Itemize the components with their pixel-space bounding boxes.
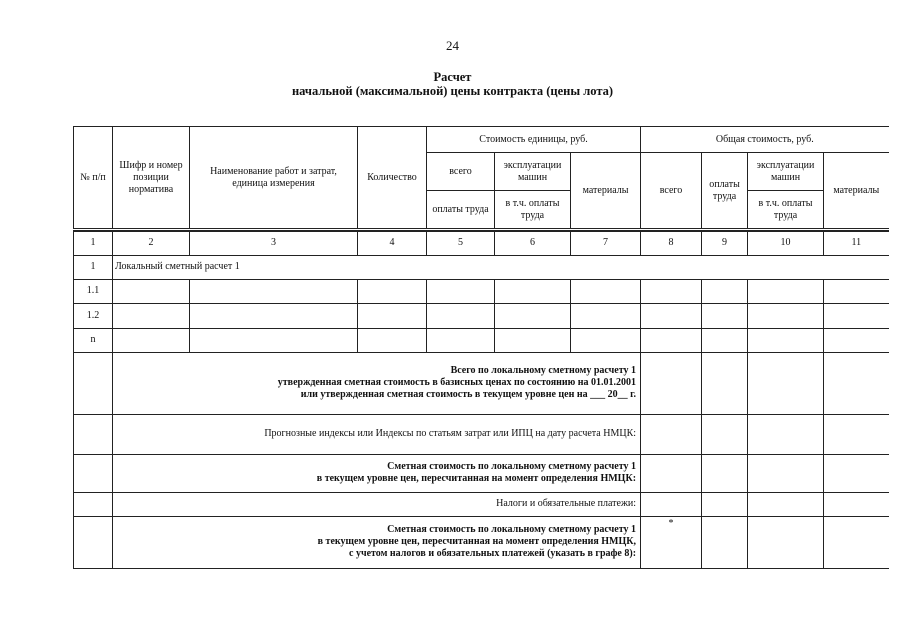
document-title bbox=[0, 70, 905, 98]
section-number: 1 bbox=[74, 255, 113, 279]
summary-total-text bbox=[113, 352, 641, 414]
summary-indexes-text: Прогнозные индексы или Индексы по статьям затрат или ИПЦ на дату расчета НМЦК: bbox=[113, 414, 641, 454]
table-row bbox=[74, 328, 889, 352]
header-unit-cost: Стоимость единицы, руб. bbox=[427, 127, 641, 153]
price-calculation-table bbox=[73, 126, 889, 569]
column-numbers-row bbox=[74, 231, 889, 255]
header-num: № п/п bbox=[74, 127, 113, 229]
col-number: 11 bbox=[824, 231, 889, 255]
col-number: 3 bbox=[190, 231, 358, 255]
header-unit-materials: материалы bbox=[571, 153, 641, 229]
summary-final-line-3: с учетом налогов и обязательных платежей (указать в графе 8): bbox=[349, 548, 637, 559]
section-title: Локальный сметный расчет 1 bbox=[113, 255, 889, 279]
header-unit-machines: эксплуатации машин bbox=[495, 153, 571, 191]
summary-total-line-3: или утвержденная сметная стоимость в текущем уровне цен на ___ 20__ г. bbox=[300, 389, 637, 400]
final-price-asterisk: * bbox=[641, 516, 702, 568]
summary-total-line-2: утвержденная сметная стоимость в базисных ценах по состоянию на 01.01.2001 bbox=[277, 377, 637, 388]
table-row bbox=[74, 279, 889, 303]
header-total-cost: Общая стоимость, руб. bbox=[641, 127, 889, 153]
summary-final-line-1: Сметная стоимость по локальному сметному расчету 1 bbox=[387, 524, 637, 535]
col-number: 6 bbox=[495, 231, 571, 255]
row-number: 1.2 bbox=[74, 303, 113, 328]
section-row bbox=[74, 255, 889, 279]
summary-current-text bbox=[113, 454, 641, 492]
summary-total-row bbox=[74, 352, 889, 414]
summary-total-line-1: Всего по локальному сметному расчету 1 bbox=[450, 365, 637, 376]
title-line-2: начальной (максимальной) цены контракта (цены лота) bbox=[291, 84, 614, 98]
header-unit-incl-labor: в т.ч. оплаты труда bbox=[495, 191, 571, 229]
summary-final-line-2: в текущем уровне цен, пересчитанная на момент определения НМЦК, bbox=[317, 536, 637, 547]
col-number: 4 bbox=[358, 231, 427, 255]
table-row bbox=[74, 303, 889, 328]
header-name: Наименование работ и затрат, единица измерения bbox=[190, 127, 358, 229]
col-number: 8 bbox=[641, 231, 702, 255]
header-total-incl-labor: в т.ч. оплаты труда bbox=[748, 191, 824, 229]
summary-current-line-2: в текущем уровне цен, пересчитанная на момент определения НМЦК: bbox=[316, 473, 637, 484]
header-unit-labor: оплаты труда bbox=[427, 191, 495, 229]
summary-taxes-text: Налоги и обязательные платежи: bbox=[113, 492, 641, 516]
summary-current-line-1: Сметная стоимость по локальному сметному расчету 1 bbox=[387, 461, 637, 472]
header-total-labor: оплаты труда bbox=[702, 153, 748, 229]
col-number: 1 bbox=[74, 231, 113, 255]
title-line-1: Расчет bbox=[433, 70, 472, 84]
header-total-machines: эксплуатации машин bbox=[748, 153, 824, 191]
col-number: 2 bbox=[113, 231, 190, 255]
header-unit-all: всего bbox=[427, 153, 495, 191]
summary-indexes-row bbox=[74, 414, 889, 454]
summary-current-row bbox=[74, 454, 889, 492]
summary-final-text bbox=[113, 516, 641, 568]
header-row bbox=[74, 127, 889, 153]
header-total-all: всего bbox=[641, 153, 702, 229]
row-number: n bbox=[74, 328, 113, 352]
row-number: 1.1 bbox=[74, 279, 113, 303]
col-number: 9 bbox=[702, 231, 748, 255]
col-number: 7 bbox=[571, 231, 641, 255]
col-number: 10 bbox=[748, 231, 824, 255]
header-code: Шифр и номер позиции норматива bbox=[113, 127, 190, 229]
page-number: 24 bbox=[446, 38, 459, 53]
col-number: 5 bbox=[427, 231, 495, 255]
header-total-materials: материалы bbox=[824, 153, 889, 229]
summary-final-row bbox=[74, 516, 889, 568]
header-quantity: Количество bbox=[358, 127, 427, 229]
summary-taxes-row bbox=[74, 492, 889, 516]
